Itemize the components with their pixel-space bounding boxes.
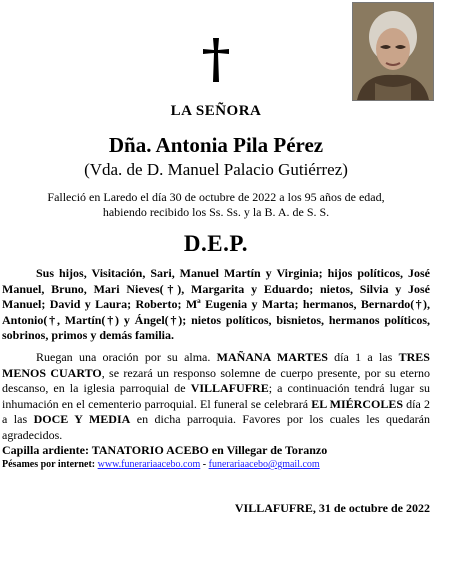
funeral-time: DOCE Y MEDIA (33, 412, 131, 426)
latin-cross-icon (196, 36, 236, 84)
title: LA SEÑORA (170, 103, 262, 119)
email-link[interactable]: funerariaacebo@gmail.com (208, 459, 320, 470)
prayer-paragraph (2, 350, 430, 443)
funeral-day: EL MIÉRCOLES (311, 396, 404, 411)
prayer-text-5: día 2 a las (2, 396, 430, 426)
prayer-day: MAÑANA MARTES (216, 350, 328, 364)
death-notice-line2: habiendo recibido los Ss. Ss. y la B. A. de S. S. (102, 205, 330, 219)
prayer-time: TRES MENOS CUARTO (2, 350, 430, 380)
widow-of: (Vda. de D. Manuel Palacio Gutiérrez) (84, 160, 348, 179)
prayer-text-1: Ruegan una oración por su alma. (36, 350, 217, 364)
condolences-separator: - (200, 459, 209, 470)
deceased-name: Dña. Antonia Pila Pérez (108, 133, 324, 157)
prayer-text-4: ; a continuación tendrá lugar su inhumación en el cementerio parroquial. El funeral se celebrará (2, 381, 430, 411)
death-notice-line1: Falleció en Laredo el día 30 de octubre de 2022 a los 95 años de edad, (47, 190, 385, 204)
prayer-text-3: , se rezará un responso solemne de cuerpo presente, por su eterno descanso, en la iglesia parroquial de (2, 365, 431, 395)
prayer-text-6: en dicha parroquia. Favores por los cuales les quedarán agradecidos. (2, 412, 430, 442)
condolences-label: Pésames por internet: (2, 459, 98, 470)
website-link[interactable]: www.funerariaacebo.com (97, 459, 201, 470)
place-date: VILLAFUFRE, 31 de octubre de 2022 (234, 501, 430, 515)
condolences-line (2, 459, 320, 470)
prayer-place: VILLAFUFRE (190, 381, 269, 395)
family-paragraph: Sus hijos, Visitación, Sari, Manuel Martín y Virginia; hijos políticos, José Manuel, Bruno, Mari Nieves(†), Margarita y Eduardo; nietos, Silvia y José Manuel; David y Laura; Roberto; Mª Eugenia y Marta; hermanos, Bernardo(†), Antonio(†, Martín(†) y Ángel(†); nietos políticos, bisnietos, hermanos políticos, sobrinos, primos y demás familia. (2, 266, 430, 342)
death-notice (0, 190, 432, 220)
chapel-line: Capilla ardiente: TANATORIO ACEBO en Villegar de Toranzo (2, 443, 328, 457)
dep-heading: D.E.P. (183, 231, 249, 256)
portrait-photo (352, 2, 434, 101)
prayer-text-2: día 1 a las (327, 350, 399, 364)
